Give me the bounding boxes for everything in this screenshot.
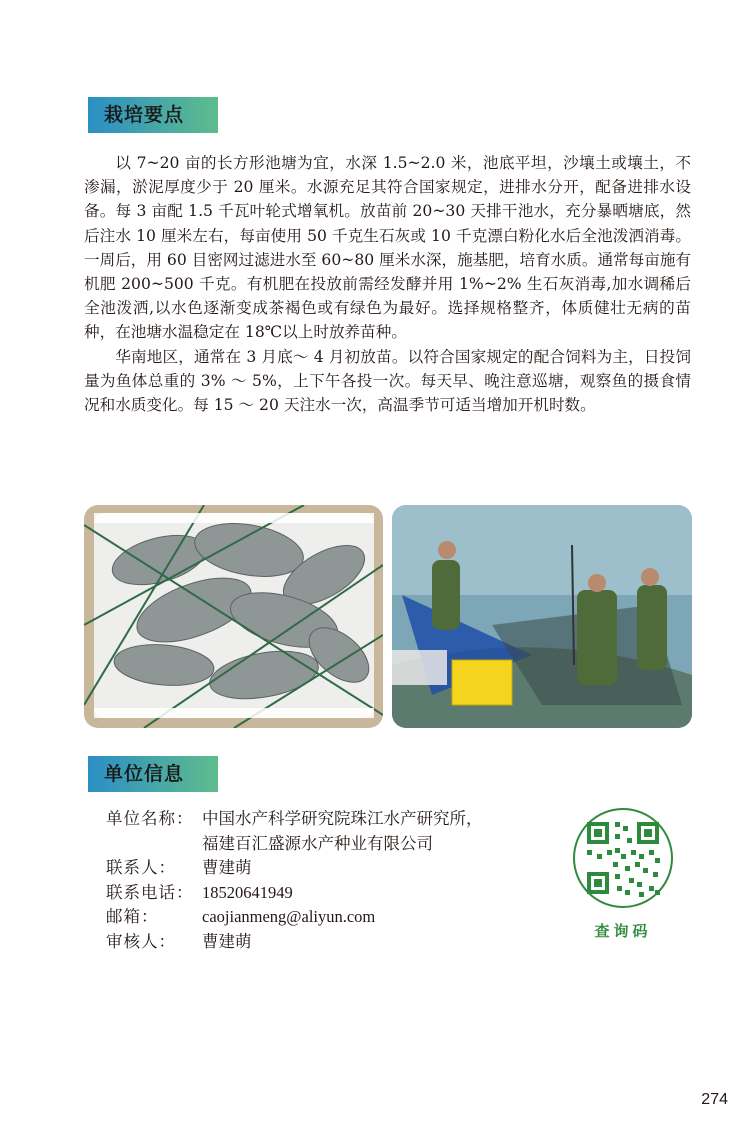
unit-name-value (202, 807, 483, 856)
fish-basket-photo (84, 505, 383, 728)
contact-row (106, 856, 483, 881)
contact-label: 联系人： (106, 858, 176, 877)
paragraph-2: 华南地区，通常在 3 月底～ 4 月初放苗。以符合国家规定的配合饲料为主，日投饲量为鱼体总重的 3% ～ 5%，上下午各投一次。每天早、晚注意巡塘，观察鱼的摄食情况和水质变化。每 15 ～ 20 天注水一次，高温季节可适当增加开机时数。 (84, 347, 691, 415)
reviewer-row (106, 930, 483, 955)
section-title-unit-info: 单位信息 (88, 756, 218, 792)
email-value: caojianmeng@aliyun.com (202, 907, 376, 926)
paragraph-1: 以 7~20 亩的长方形池塘为宜，水深 1.5~2.0 米，池底平坦，沙壤土或壤土，不渗漏，淤泥厚度少于 20 厘米。水源充足其符合国家规定，进排水分开，配备进排水设备。每 3 亩配 1.5 千瓦叶轮式增氧机。放苗前 20~30 天排干池水，充分暴晒塘底，然后注水 10 厘米左右，每亩使用 50 千克生石灰或 10 千克漂白粉化水后全池泼洒消毒。一周后，用 60 目密网过滤进水至 60~80 厘米水深，施基肥，培育水质。通常每亩施有机肥 200~500 千克。有机肥在投放前需经发酵并用 1%~2% 生石灰消毒,加水调稀后全池泼洒,以水色逐渐变成茶褐色或有绿色为最好。选择规格整齐，体质健壮无病的苗种，在池塘水温稳定在 18℃以上时放养苗种。 (84, 154, 692, 342)
section-title-cultivation: 栽培要点 (88, 97, 218, 133)
phone-row (106, 881, 483, 906)
email-row (106, 905, 483, 930)
cultivation-body (84, 151, 691, 417)
pond-harvest-photo (392, 505, 692, 728)
unit-name-label: 单位名称： (106, 809, 194, 828)
unit-name-line-2: 福建百汇盛源水产种业有限公司 (202, 833, 433, 853)
unit-info (106, 807, 483, 954)
unit-name-row (106, 807, 483, 856)
phone-label: 联系电话： (106, 882, 194, 902)
unit-name-line-1: 中国水产科学研究院珠江水产研究所， (202, 809, 483, 828)
phone-value: 18520641949 (202, 882, 293, 902)
reviewer-value: 曹建萌 (202, 931, 252, 951)
page-number: 274 (701, 1091, 728, 1108)
contact-value: 曹建萌 (202, 858, 252, 877)
qr-code-icon (573, 808, 673, 908)
qr-caption: 查询码 (594, 922, 652, 940)
reviewer-label: 审核人： (106, 931, 176, 951)
email-label: 邮箱： (106, 907, 159, 926)
